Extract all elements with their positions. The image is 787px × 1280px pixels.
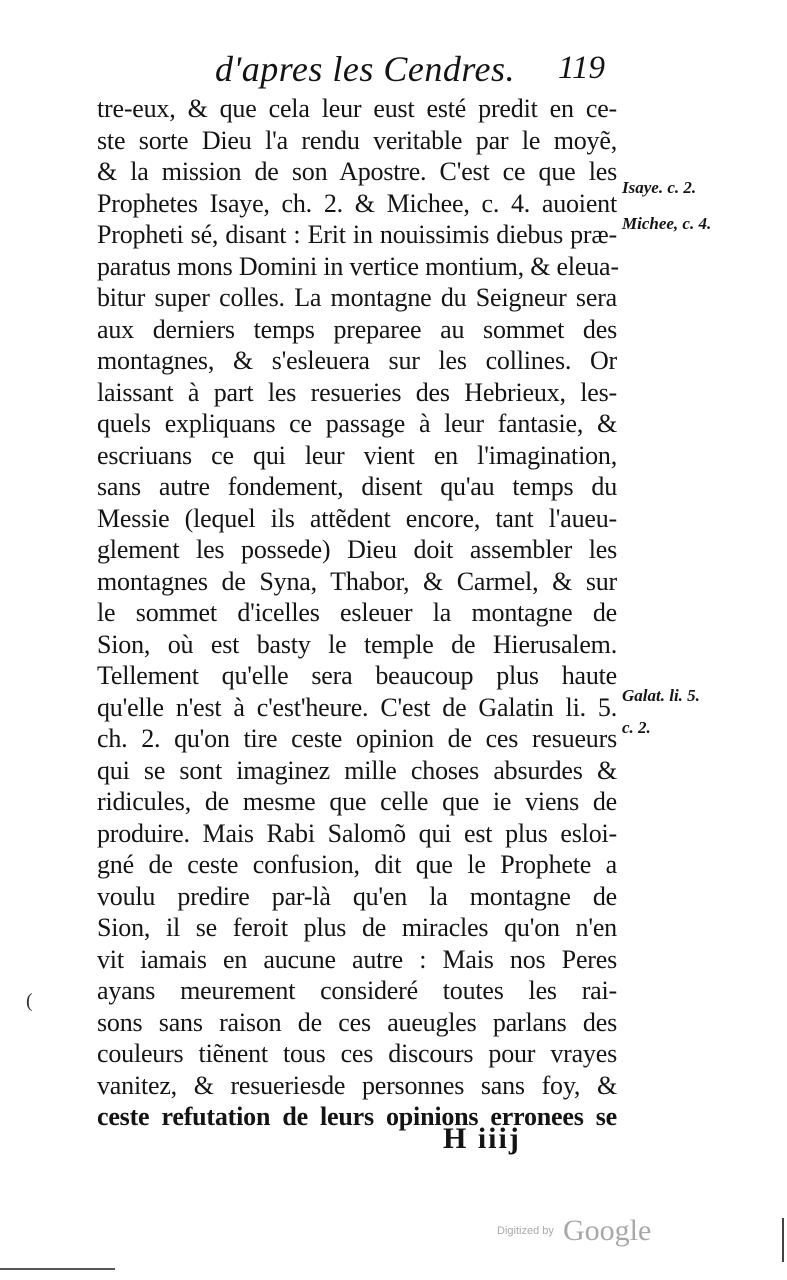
text-line: le sommet d'icelles esleuer la montagne de [97,598,617,627]
text-line: glement les possede) Dieu doit assembler les [97,535,617,564]
text-line: Tellement qu'elle sera beaucoup plus haute [97,661,617,690]
text-line: montagnes, & s'esleuera sur les collines. Or [97,346,617,375]
text-line: vit iamais en aucune autre : Mais nos Peres [97,944,617,974]
body-text [97,93,617,1133]
stray-mark: ( [26,990,33,1012]
text-line: montagnes de Syna, Thabor, & Carmel, & sur [97,566,617,596]
text-line: couleurs tiẽnent tous ces discours pour vrayes [97,1039,617,1068]
text-line: Propheti sé, disant : Erit in nouissimis diebus præ- [97,220,617,249]
text-line: bitur super colles. La montagne du Seigneur sera [97,283,617,312]
margin-note-galatin: Galat. li. 5. [622,686,700,705]
text-line: vanitez, & resueriesde personnes sans foy, & [97,1070,617,1100]
text-line: sans autre fondement, disent qu'au temps du [97,472,617,501]
text-line: Messie (lequel ils attẽdent encore, tant l'aueu- [97,503,617,533]
signature-mark: H iiij [443,1122,521,1155]
text-line: ch. 2. qu'on tire ceste opinion de ces resueurs [97,724,617,753]
scan-edge-rule [0,1268,115,1270]
digitized-watermark [497,1214,651,1248]
text-line: ste sorte Dieu l'a rendu veritable par le moyẽ, [97,125,617,155]
text-line: qu'elle n'est à c'est'heure. C'est de Galatin li. 5. [97,692,617,722]
text-line: ayans meurement consideré toutes les rai- [97,976,617,1005]
margin-note-isaye: Isaye. c. 2. [622,178,697,197]
text-line: quels expliquans ce passage à leur fantasie, & [97,409,617,438]
text-line: voulu predire par-là qu'en la montagne de [97,881,617,911]
margin-note-chapter: c. 2. [622,718,651,737]
margin-note-michee: Michee, c. 4. [622,214,712,233]
text-line: Prophetes Isaye, ch. 2. & Michee, c. 4. auoient [97,188,617,218]
text-line: Sion, il se feroit plus de miracles qu'on n'en [97,913,617,942]
scan-edge-line [782,1218,784,1262]
text-line: aux derniers temps preparee au sommet des [97,314,617,344]
text-line: laissant à part les resueries des Hebrieux, les- [97,377,617,407]
text-line: ceste refutation de leurs opinions erronees se [97,1102,617,1131]
text-line: produire. Mais Rabi Salomõ qui est plus esloi- [97,818,617,848]
text-line: sons sans raison de ces aueugles parlans des [97,1007,617,1037]
text-line: paratus mons Domini in vertice montium, & eleua- [97,251,619,281]
running-title: d'apres les Cendres. [215,49,516,89]
text-line: gné de ceste confusion, dit que le Prophete a [97,850,617,879]
text-line: Sion, où est basty le temple de Hierusalem. [97,629,617,659]
text-line: tre-eux, & que cela leur eust esté predit en ce- [97,94,617,123]
text-line: & la mission de son Apostre. C'est ce que les [97,157,617,186]
watermark-prefix: Digitized by [497,1225,554,1237]
google-logo: Google [562,1214,652,1247]
running-head [215,48,605,94]
text-line: ridicules, de mesme que celle que ie viens de [97,787,617,816]
text-line: qui se sont imaginez mille choses absurdes & [97,755,617,785]
text-line: escriuans ce qui leur vient en l'imagination, [97,440,617,470]
page-number: 119 [557,50,605,86]
